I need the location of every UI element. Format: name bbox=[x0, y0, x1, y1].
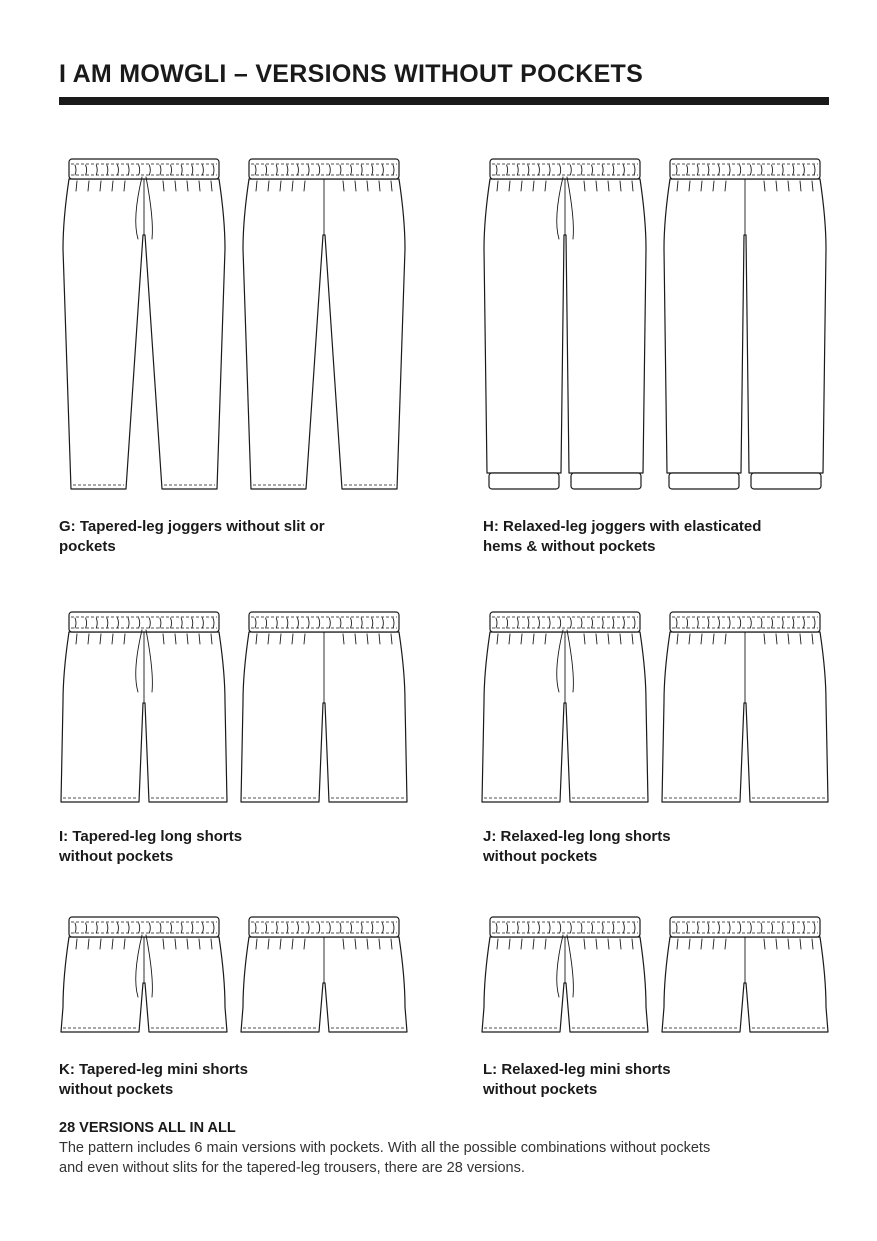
version-l-caption bbox=[483, 1060, 671, 1100]
back-cuff-left bbox=[669, 473, 739, 489]
footer bbox=[59, 1118, 839, 1178]
version-k-caption-line2: without pockets bbox=[59, 1081, 174, 1098]
footer-line1: The pattern includes 6 main versions with pockets. With all the possible combinations without pockets bbox=[59, 1140, 711, 1156]
version-i-caption-line2: without pockets bbox=[59, 848, 174, 865]
version-k-caption-line1: K: Tapered-leg mini shorts bbox=[59, 1061, 248, 1078]
front-waistband bbox=[490, 159, 640, 179]
title-rule bbox=[59, 97, 829, 105]
version-l-caption-line2: without pockets bbox=[483, 1081, 598, 1098]
version-j-caption bbox=[483, 827, 671, 867]
version-i-illustration bbox=[59, 608, 419, 808]
back-waistband bbox=[670, 159, 820, 179]
back-waistband bbox=[670, 917, 820, 937]
version-g-caption-line1: G: Tapered-leg joggers without slit or bbox=[59, 518, 325, 535]
version-h-caption-line2: hems & without pockets bbox=[483, 538, 656, 555]
version-k-illustration bbox=[59, 913, 419, 1038]
version-g-caption-line2: pockets bbox=[59, 538, 116, 555]
back-waistband bbox=[670, 612, 820, 632]
footer-heading: 28 VERSIONS ALL IN ALL bbox=[59, 1120, 236, 1136]
version-i-caption bbox=[59, 827, 242, 867]
version-l-caption-line1: L: Relaxed-leg mini shorts bbox=[483, 1061, 671, 1078]
version-k-caption bbox=[59, 1060, 248, 1100]
front-waistband bbox=[69, 917, 219, 937]
page-title: I AM MOWGLI – VERSIONS WITHOUT POCKETS bbox=[59, 60, 644, 88]
back-waistband bbox=[249, 159, 399, 179]
back-waistband bbox=[249, 917, 399, 937]
version-h-illustration bbox=[480, 155, 840, 495]
back-waistband bbox=[249, 612, 399, 632]
version-h-caption bbox=[483, 517, 761, 557]
front-waistband bbox=[69, 159, 219, 179]
version-l-illustration bbox=[480, 913, 840, 1038]
version-i-caption-line1: I: Tapered-leg long shorts bbox=[59, 828, 243, 845]
version-j-caption-line1: J: Relaxed-leg long shorts bbox=[483, 828, 671, 845]
front-waistband bbox=[490, 612, 640, 632]
version-j-caption-line2: without pockets bbox=[483, 848, 598, 865]
front-cuff-left bbox=[489, 473, 559, 489]
version-j-illustration bbox=[480, 608, 840, 808]
version-h-caption-line1: H: Relaxed-leg joggers with elasticated bbox=[483, 518, 762, 535]
back-cuff-right bbox=[751, 473, 821, 489]
front-cuff-right bbox=[571, 473, 641, 489]
front-waistband bbox=[69, 612, 219, 632]
front-waistband bbox=[490, 917, 640, 937]
footer-body bbox=[59, 1138, 839, 1178]
version-g-illustration bbox=[59, 155, 419, 495]
version-g-caption bbox=[59, 517, 325, 557]
footer-line2: and even without slits for the tapered-leg trousers, there are 28 versions. bbox=[59, 1160, 525, 1176]
